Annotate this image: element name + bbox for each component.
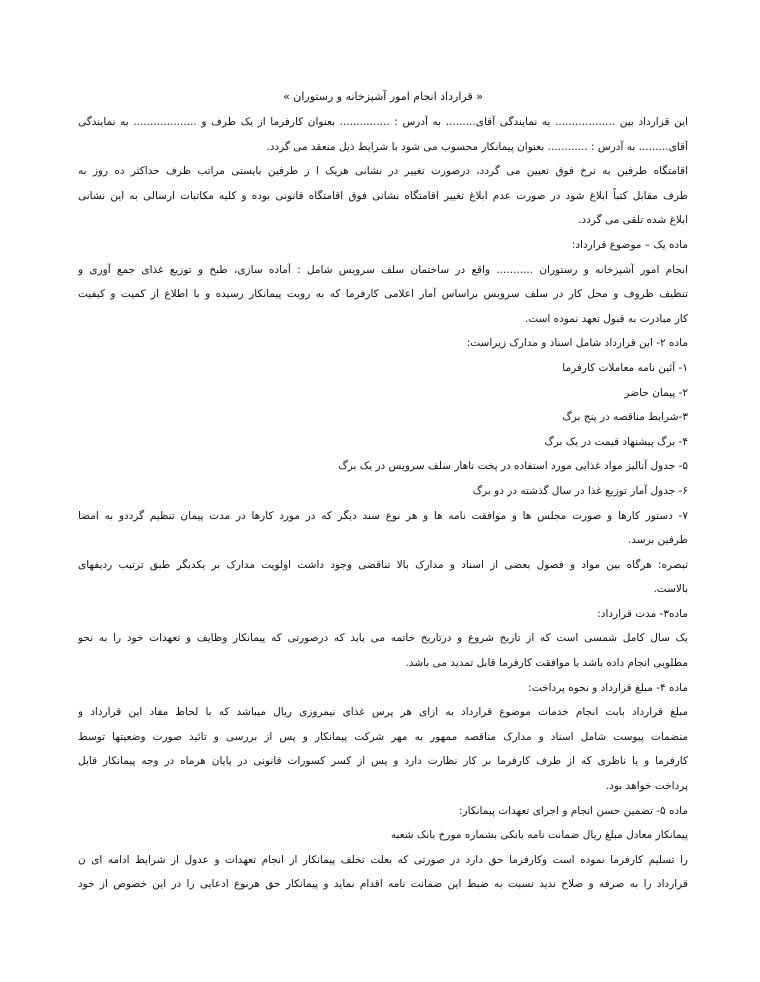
text-line: کارفرما و یا ناظری که از طرف کارفرما بر کار نظارت دارد و پس از کسر کسورات قانونی در پایان هرماه در وجه پیمانکار قابل <box>78 755 688 768</box>
text-line: ۷- دستور کارها و صورت مجلس ها و موافقت نامه ها و هر نوع سند دیگر که در مورد کارها در مدت پیمان تنظیم گرددو به امضا <box>78 509 688 522</box>
text-line: ۵- جدول آنالیز مواد غذایی مورد استفاده در پخت ناهار سلف سرویس در یک برگ <box>338 460 688 473</box>
text-line: را تسلیم کارفرما نموده است وکارفرما حق دارد در صورتی که بعلت تخلف پیمانکار از انجام تعهدات و عدول از شرایط ادامه ای ن <box>78 853 688 866</box>
text-line: قرارداد را به صرفه و صلاح ندید نسبت به ضبط این ضمانت نامه اقدام نماید و پیمانکار حق هرنوع ادعایی را در این خصوص از خود <box>78 878 688 891</box>
text-line: ماده ۵- تضمین حسن انجام و اجرای تعهدات پیمانکار: <box>458 804 688 817</box>
text-line: ۶- جدول آمار توزیع غذا در سال گذشته در دو برگ <box>472 484 688 497</box>
text-line: این قرارداد بین .................. به نمایندگی آقای......... به آدرس : ............... بعنوان کارفرما از یک طرف و ................... به نمایندگی <box>78 116 688 128</box>
text-line: پیمانکار معادل مبلغ ریال ضمانت نامه بانکی بشماره مورخ بانک شعبه <box>390 829 688 842</box>
text-line: ۴- برگ پیشنهاد قیمت در یک برگ <box>544 435 688 448</box>
text-line: تنظیف ظروف و محل کار در سلف سرویس براساس آمار اعلامی کارفرما که به رویت پیمانکار رسیده و با اطلاع از کمیت و کیفیت <box>78 288 688 301</box>
text-line: ماده ۲- این قرارداد شامل اسناد و مدارک زیراست: <box>466 337 688 350</box>
text-line: پرداخت خواهد بود. <box>605 780 688 793</box>
text-line: تبصره: هرگاه بین مواد و فصول بعضی از اسناد و مدارک بالا تناقضی وجود داشت اولویت مدارک بر یکدیگر طبق ترتیب ردیفهای <box>78 558 688 571</box>
contract-body <box>78 110 688 897</box>
text-line: منضمات پیوست شامل اسناد و مدارک مناقصه ممهور به مهر شرکت پیمانکار و پس از بررسی و تائید صورت وضعیتها توسط <box>78 730 688 743</box>
text-line: انجام امور آشپزخانه و رستوران ........... واقع در ساختمان سلف سرویس شامل : آماده سازی، طبخ و توزیع غذای جمع آوری و <box>78 263 688 276</box>
text-line: اقامتگاه طرفین به نرخ فوق تعیین می گردد، درصورت تغییر در نشانی هریک ا ز طرفین بایستی مراتب ظرف حداکثر ده روز به <box>78 165 688 178</box>
text-line: ۱- آئین نامه معاملات کارفرما <box>562 361 688 374</box>
text-line: آقای......... به آدرس : ............ بعنوان پیمانکار محسوب می شود با شرایط ذیل منعقد می گردد. <box>266 140 688 153</box>
text-line: بالاست. <box>653 583 688 596</box>
text-line: کار مبادرت به قبول تعهد نموده است. <box>524 312 688 325</box>
text-line: ماده یک – موضوع قرارداد: <box>571 238 688 251</box>
text-line: مطلوبی انجام داده باشد با موافقت کارفرما قابل تمدید می باشد. <box>405 657 688 670</box>
text-line: طرف مقابل کتباً ابلاغ شود در صورت عدم ابلاغ تغییر اقامتگاه نشانی فوق اقامتگاه قانونی بوده و کلیه مکاتبات ارسالی به این نشانی <box>78 189 688 202</box>
contract-page <box>78 84 688 897</box>
text-line: ۳-شرایط مناقصه در پنج برگ <box>562 411 688 424</box>
contract-title: « قرارداد انجام امور آشپزخانه و رستوران » <box>283 90 483 103</box>
text-line: طرفین برسد. <box>627 534 688 547</box>
text-line: یک سال کامل شمسی است که از تاریخ شروع و درتاریخ خاتمه می یابد که درصورتی که پیمانکار وظایف و تعهدات خود را به نحو <box>78 632 688 645</box>
text-line: ابلاغ شده تلقی می گردد. <box>578 214 688 227</box>
text-line: مبلغ قرارداد بابت انجام خدمات موضوع قرارداد به ازای هر پرس غذای نیمروزی ریال میباشد که با لحاظ مفاد این قرارداد و <box>78 706 688 719</box>
text-line: ۲- پیمان حاضر <box>624 386 688 399</box>
text-line: ماده ۴- مبلغ قرارداد و نحوه پرداخت: <box>528 681 688 694</box>
text-line: ماده۳- مدت قرارداد: <box>597 607 688 620</box>
